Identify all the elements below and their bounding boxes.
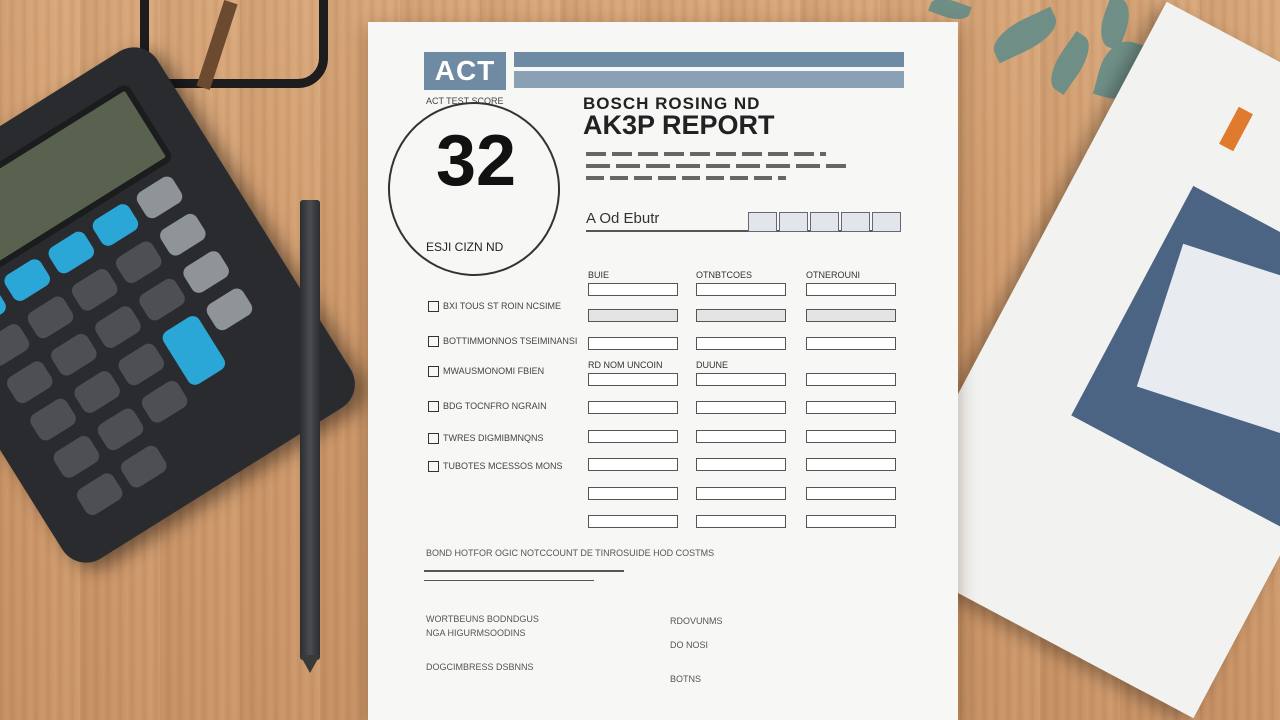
calculator-key [46,229,98,277]
calculator-key [4,358,56,406]
calculator-key [0,321,32,369]
left-list-item: BDG TOCNFRO NGRAIN [428,400,547,412]
top-small-text: ACT TEST SCORE [426,96,504,106]
footer-rule [424,580,594,581]
calculator-key [113,238,165,286]
footer-right-item: BOTNS [670,674,702,684]
table-cell [588,337,678,350]
table-cell [588,309,678,322]
text-line [586,176,786,180]
calculator-key [134,174,186,222]
table-cell [696,309,786,322]
column-head: OTNEROUNI [806,270,860,280]
report-title-line2: AK3P REPORT [583,110,775,140]
tab-box [872,212,901,232]
left-list-item: BOTTIMMONNOS TSEIMINANSI [428,335,577,347]
table-cell [806,515,896,528]
footer-rule [424,570,624,572]
footer-line: BOND HOTFOR OGIC NOTCCOUNT DE TINROSUIDE HOD COSTMS [426,548,715,558]
table-cell [588,430,678,443]
calculator-key [92,303,144,351]
column-head: DUUNE [696,360,729,370]
calculator-key [157,211,209,259]
table-cell [696,458,786,471]
table-cell [696,430,786,443]
table-cell [696,337,786,350]
calculator-key [204,286,256,334]
table-cell [696,283,786,296]
calculator-key [95,405,147,453]
table-cell [806,430,896,443]
calculator-key [118,443,170,491]
calculator-key [25,294,77,342]
table-cell [588,487,678,500]
calculator-key [48,331,100,379]
footer-left-item: NGA HIGURMSOODINS [426,628,526,638]
table-cell [696,515,786,528]
footer-right-item: RDOVUNMS [670,616,723,626]
header-bar [514,71,904,88]
column-head: BUIE [588,270,610,280]
table-cell [588,515,678,528]
composite-score: 32 [435,121,517,201]
pencil-tip [300,655,320,673]
column-head: OTNBTCOES [696,270,753,280]
table-cell [806,487,896,500]
calculator-key [116,341,168,389]
column-head: RD NOM UNCOIN [588,360,663,370]
table-cell [806,458,896,471]
header-bar [514,52,904,67]
table-cell [696,373,786,386]
score-report-paper [368,22,958,720]
score-caption: ESJI CIZN ND [426,240,504,254]
tab-box [748,212,777,232]
table-cell [806,309,896,322]
pencil [300,200,320,660]
calculator-key [90,201,142,249]
act-logo: ACT [424,52,506,90]
left-list-item: TUBOTES MCESSOS MONS [428,460,563,472]
footer-left-item: WORTBEUNS BODNDGUS [426,614,539,624]
left-list-item: BXI TOUS ST ROIN NCSIME [428,300,561,312]
table-cell [588,373,678,386]
table-cell [588,283,678,296]
table-cell [696,401,786,414]
calculator-key [27,396,79,444]
calculator-key [0,284,9,332]
text-line [586,152,826,156]
table-cell [806,373,896,386]
text-line [586,164,846,168]
table-cell [588,401,678,414]
calculator-key [51,433,103,481]
calculator-key [136,276,188,324]
table-cell [806,401,896,414]
calculator-key [180,248,232,296]
table-cell [696,487,786,500]
table-cell [806,337,896,350]
tab-box [841,212,870,232]
calculator-key [71,368,123,416]
left-list-item: TWRES DIGMIBMNQNS [428,432,544,444]
calculator-key [1,256,53,304]
report-title-line1: BOSCH ROSING ND [583,94,761,113]
tab-box [810,212,839,232]
table-cell [588,458,678,471]
footer-right-item: DO NOSI [670,640,709,650]
left-list-item: MWAUSMONOMI FBIEN [428,365,544,377]
section-title: A Od Ebutr [586,210,660,227]
calculator-key [74,470,126,518]
calculator-key [139,378,191,426]
tab-box [779,212,808,232]
footer-left-item: DOGCIMBRESS DSBNNS [426,662,534,672]
calculator-key [69,266,121,314]
table-cell [806,283,896,296]
